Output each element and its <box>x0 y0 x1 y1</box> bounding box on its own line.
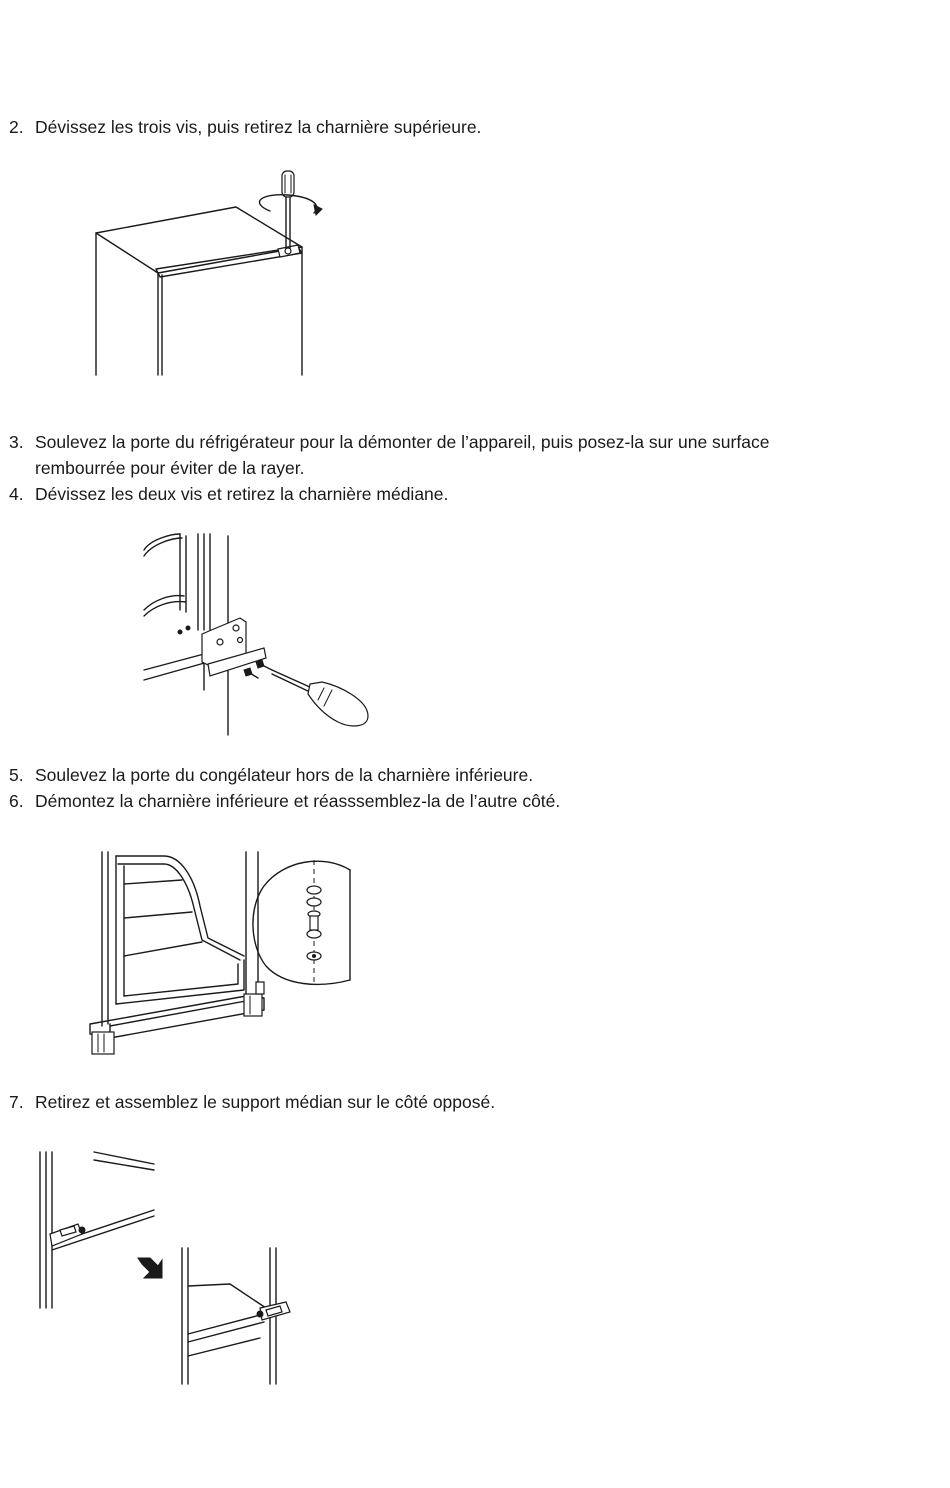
step-text: Dévissez les deux vis et retirez la charnière médiane. <box>35 484 449 504</box>
step-4 <box>9 481 448 507</box>
step-number: 3. <box>9 432 24 452</box>
middle-support-illustration <box>34 1148 304 1388</box>
step-2 <box>9 114 481 140</box>
step-text: Soulevez la porte du congélateur hors de la charnière inférieure. <box>35 765 534 785</box>
step-number: 7. <box>9 1092 24 1112</box>
step-text: Retirez et assemblez le support médian sur le côté opposé. <box>35 1092 496 1112</box>
step-number: 4. <box>9 484 24 504</box>
step-number: 5. <box>9 765 24 785</box>
middle-hinge-illustration <box>140 530 380 740</box>
step-text: Démontez la charnière inférieure et réasssemblez-la de l’autre côté. <box>35 791 561 811</box>
step-text-continued: rembourrée pour éviter de la rayer. <box>35 458 305 478</box>
step-number: 2. <box>9 117 24 137</box>
step-6 <box>9 788 560 814</box>
bottom-hinge-illustration <box>84 846 356 1061</box>
step-text: Soulevez la porte du réfrigérateur pour la démonter de l’appareil, puis posez-la sur une surface <box>35 432 770 452</box>
step-number: 6. <box>9 791 24 811</box>
top-hinge-illustration <box>90 165 340 380</box>
step-text: Dévissez les trois vis, puis retirez la charnière supérieure. <box>35 117 482 137</box>
step-3 <box>9 429 769 481</box>
step-7 <box>9 1089 495 1115</box>
step-5 <box>9 762 533 788</box>
